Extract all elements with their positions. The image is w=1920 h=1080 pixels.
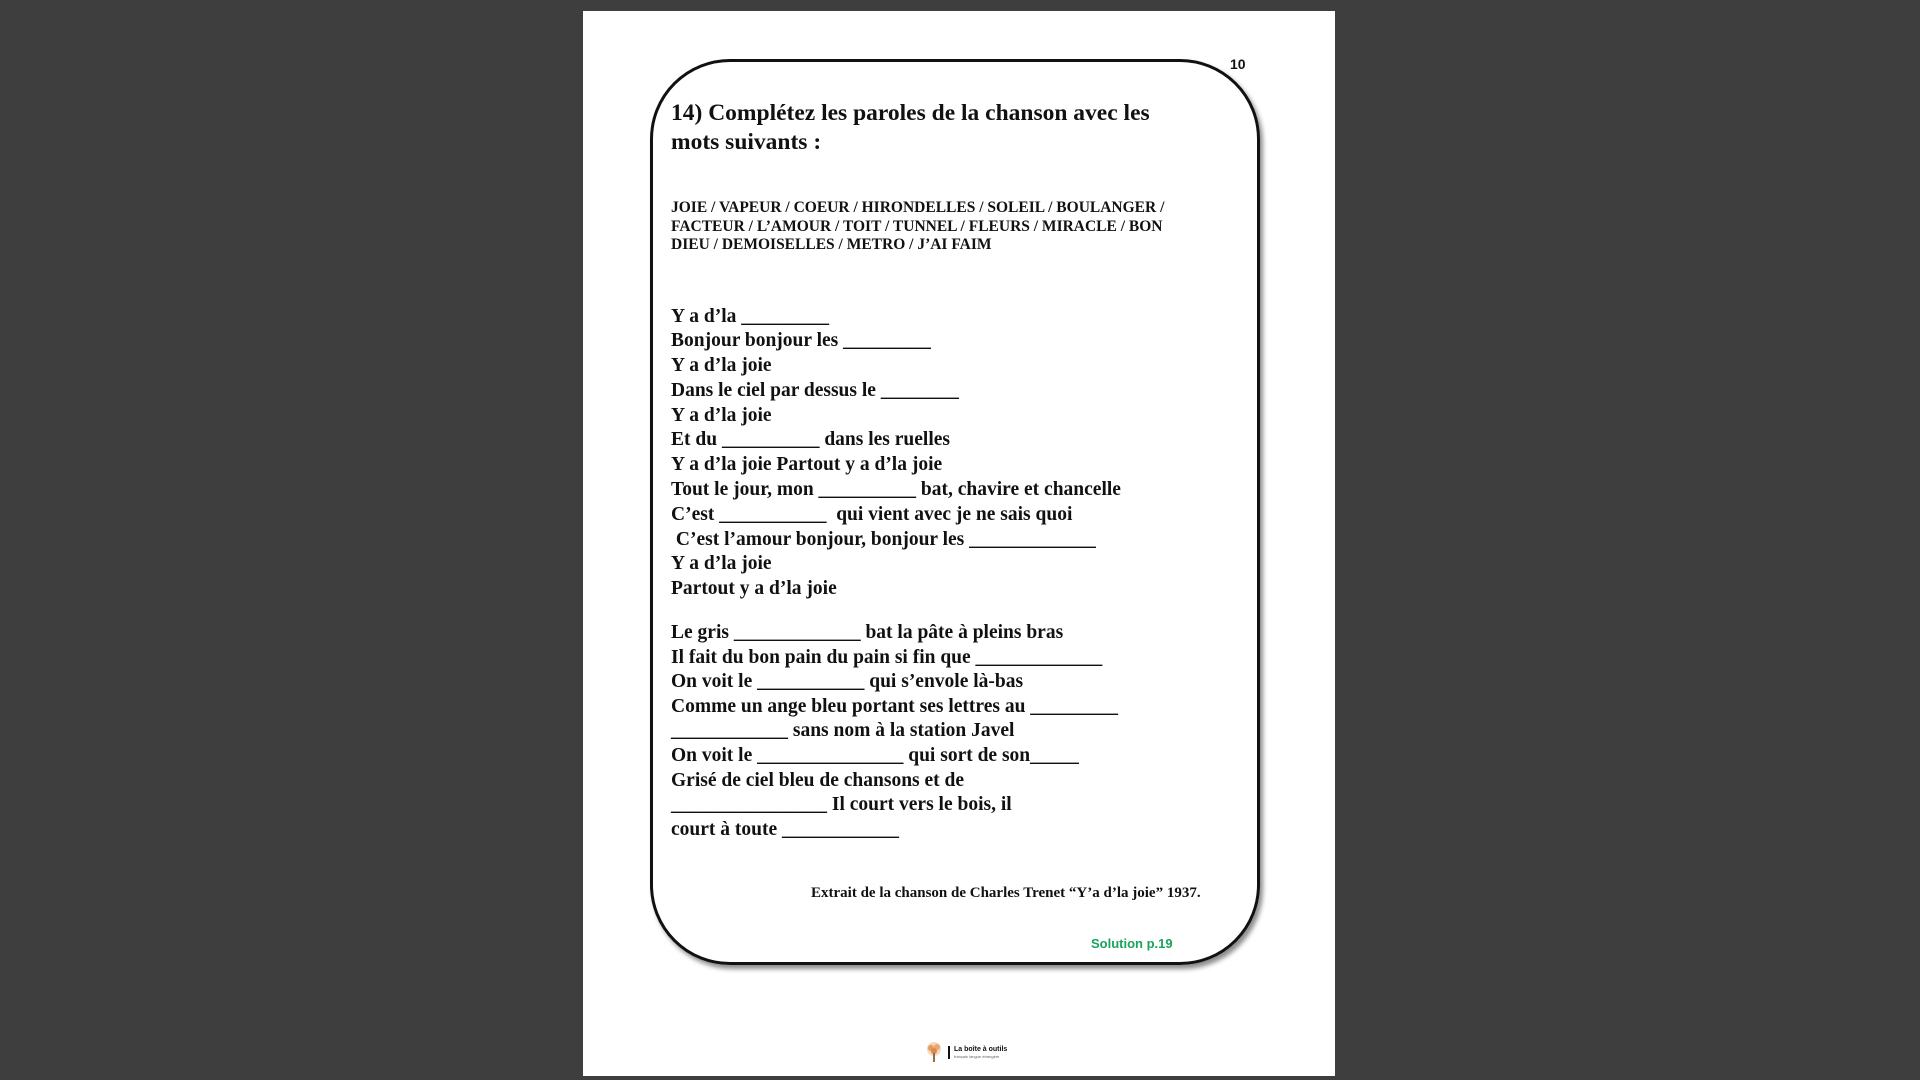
song-source-credit: Extrait de la chanson de Charles Trenet “Y’a d’la joie” 1937. xyxy=(811,885,1201,901)
lyric-line: Bonjour bonjour les _________ xyxy=(671,330,931,352)
lyric-line: On voit le ___________ qui s’envole là-bas xyxy=(671,671,1024,693)
lyric-line: Et du __________ dans les ruelles xyxy=(671,429,950,451)
logo-tagline: français langue étrangère xyxy=(954,1053,1000,1059)
lyric-line: ____________ sans nom à la station Javel xyxy=(671,720,1015,742)
tree-icon xyxy=(924,1041,944,1063)
lyric-line: Y a d’la joie Partout y a d’la joie xyxy=(671,454,943,476)
stanza-2 xyxy=(671,621,1191,842)
lyric-line: Tout le jour, mon __________ bat, chavire et chancelle xyxy=(671,479,1121,501)
lyric-line: Grisé de ciel bleu de chansons et de xyxy=(671,769,965,791)
document-page xyxy=(583,11,1335,1076)
solution-reference: Solution p.19 xyxy=(1091,936,1173,951)
word-bank: JOIE / VAPEUR / COEUR / HIRONDELLES / SOLEIL / BOULANGER / FACTEUR / L’AMOUR / TOIT / TUNNEL / FLEURS / MIRACLE / BON DIEU / DEMOISELLES / METRO / J’AI FAIM xyxy=(671,199,1165,253)
lyric-line: Y a d’la joie xyxy=(671,355,772,377)
page-number: 10 xyxy=(1230,56,1246,72)
lyric-line: Y a d’la joie xyxy=(671,553,772,575)
logo-name: La boîte à outils xyxy=(954,1045,1008,1053)
exercise-title: 14) Complétez les paroles de la chanson avec les mots suivants : xyxy=(671,100,1150,155)
lyric-line: ________________ Il court vers le bois, il xyxy=(671,794,1012,816)
exercise-content xyxy=(671,99,1191,842)
stanza-1 xyxy=(671,305,1191,603)
lyric-line: Y a d’la _________ xyxy=(671,305,829,327)
lyric-line: C’est ___________ qui vient avec je ne sais quoi xyxy=(671,503,1073,525)
lyric-line: C’est l’amour bonjour, bonjour les _____________ xyxy=(671,528,1096,550)
footer-logo xyxy=(924,1039,1010,1065)
lyric-line: Le gris _____________ bat la pâte à pleins bras xyxy=(671,622,1064,644)
logo-text xyxy=(948,1046,1007,1059)
lyric-line: On voit le _______________ qui sort de son_____ xyxy=(671,745,1079,767)
lyric-line: Dans le ciel par dessus le ________ xyxy=(671,379,959,401)
lyric-line: court à toute ____________ xyxy=(671,818,900,840)
lyric-line: Y a d’la joie xyxy=(671,404,772,426)
lyric-line: Comme un ange bleu portant ses lettres au _________ xyxy=(671,695,1119,717)
lyric-line: Partout y a d’la joie xyxy=(671,578,837,600)
lyrics xyxy=(671,305,1191,843)
lyric-line: Il fait du bon pain du pain si fin que _____________ xyxy=(671,646,1103,668)
